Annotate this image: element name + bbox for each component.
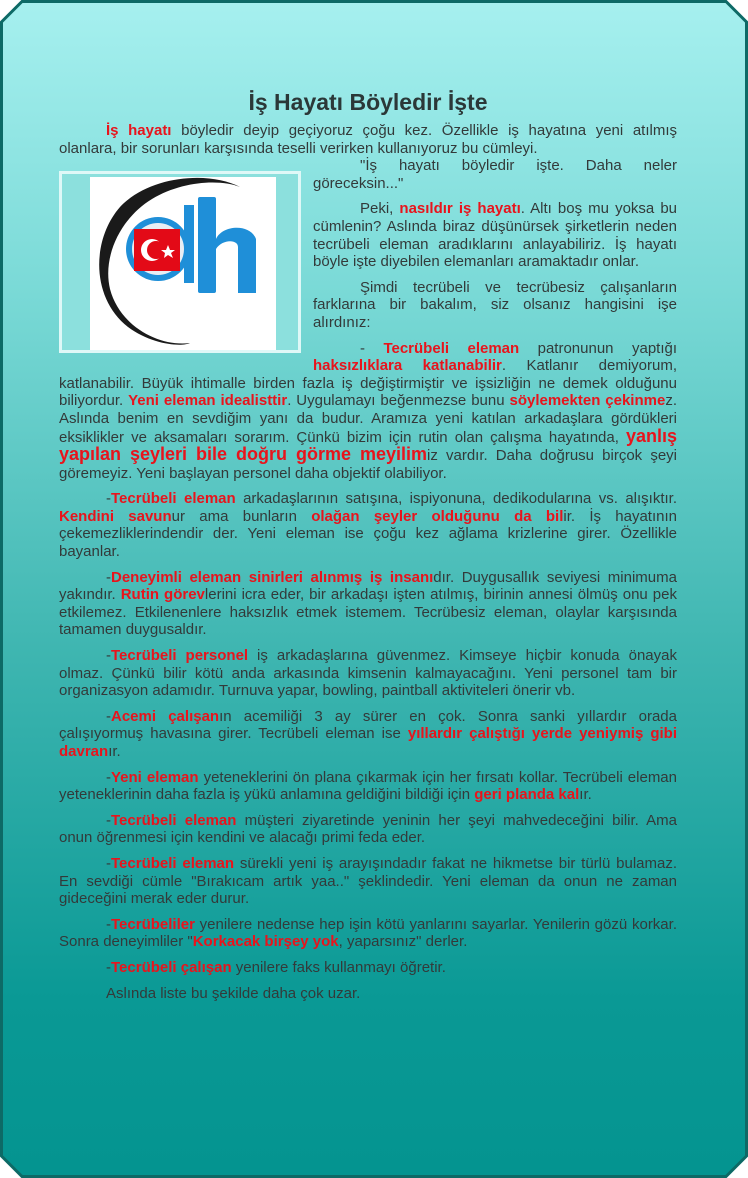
paragraph-text: sürekli yeni iş arayışındadır fakat ne hikmetse bir türlü bulamaz. En sevdiği cümle "Bırakıcam artık yaa.." şeklindedir. Yeni eleman da onun ne zaman gideceğini merak eder durur. [59, 854, 677, 908]
paragraph [59, 916, 677, 951]
paragraph-text: yenilere nedense hep işin kötü yanlarını sayarlar. Yenilerin gözü korkar. Sonra deneyimliler " [59, 915, 677, 951]
paragraph-text: , yaparsınız" derler. [338, 933, 468, 951]
paragraph-text: müşteri ziyaretinde yeninin her şeyi mahvedeceğini bilir. Ama onun öğrenmesi için kendini ve alacağı primi feda eder. [59, 811, 678, 847]
paragraph-text: - [106, 958, 111, 976]
highlighted-text: Tecrübeli eleman [111, 811, 237, 829]
paragraph [59, 490, 677, 560]
logo-image [90, 177, 276, 350]
paragraph-text: "İş hayatı böyledir işte. Daha neler göreceksin..." [313, 157, 677, 192]
paragraph [59, 812, 677, 847]
paragraph-text: - [106, 490, 111, 508]
paragraph-text: - [360, 339, 384, 357]
paragraph [59, 340, 677, 483]
highlighted-text: Kendini savun [59, 507, 172, 525]
paragraph-text: Peki, [360, 200, 400, 218]
paragraph [59, 959, 677, 977]
highlighted-text: söylemekten çekinme [509, 392, 666, 410]
logo-frame [59, 171, 301, 353]
paragraph-text: iş arkadaşlarına güvenmez. Kimseye hiçbir konuda önayak olmaz. Çünkü bilir kötü anda arkasında kimsenin kalmayacağını. Yeni personel tam bir organizasyon adamıdır. Turnuva yapar, bowling, paintball aktiviteleri önerir vb. [59, 647, 677, 700]
paragraph-text: ır. [108, 743, 121, 760]
paragraph-text: - [106, 854, 111, 872]
article-content [59, 88, 677, 1010]
highlighted-text: Tecrübeli eleman [111, 854, 235, 872]
highlighted-text: Korkacak birşey yok [192, 933, 339, 951]
paragraph-text: z. Aslında benim en sevdiğim yanı da budur. Aramıza yeni katılan arkadaşlara gördükleri eksiklikler ve aksamaları sorarım. Çünkü bizim için rutin olan çalışma hayatında, [59, 392, 677, 446]
highlighted-text: olağan şeyler olduğunu da bil [311, 507, 564, 525]
dh-logo-icon [90, 177, 276, 350]
paragraph-text: yenilere faks kullanmayı öğretir. [231, 958, 446, 976]
paragraph-text: - [106, 568, 111, 586]
paragraph-text: ur ama bunların [171, 507, 312, 525]
paragraph-text: ır. [579, 786, 592, 804]
highlighted-text: Yeni eleman idealisttir [128, 392, 288, 410]
highlighted-text: Yeni eleman [111, 768, 199, 786]
paragraph-text: . Altı boş mu yoksa bu cümlenin? Aslında biraz düşünürsek şirketlerin neden tecrübeli eleman aradıklarını anlayabiliriz. İş hayatı böyle işte diyebilen elemanları aramaktadır onlar. [313, 200, 677, 271]
paragraph-text: böyledir deyip geçiyoruz çoğu kez. Özellikle iş hayatına yeni atılmış olanlara, bir sorunları karşısında teselli verirken kullanıyoruz bu cümleyi. [59, 122, 677, 157]
highlighted-text: Rutin görev [120, 586, 205, 604]
paragraph [59, 122, 677, 157]
paragraph-text: patronunun yaptığı [519, 339, 677, 357]
paragraph-text: ir. İş hayatının çekemezliklerindendir der. Yeni eleman ise çoğu kez ağlama krizlerine girer. Özellikle bayanlar. [59, 507, 677, 561]
paragraph-text: lerini icra eder, bir arkadaşı işten atılmış, birinin annesi ölmüş onu pek etkilemez. Etkilenenlere haksızlık etmek istemem. Tecrübesiz eleman, olaylar karşısında tamamen duygusaldır. [59, 586, 677, 639]
highlighted-text: Tecrübeli çalışan [111, 958, 232, 976]
paragraph-text: iz vardır. Daha doğrusu birçok şeyi göremeyiz. Yeni başlayan personel daha objektif olabiliyor. [59, 447, 677, 482]
highlighted-text: Tecrübeli personel [111, 647, 249, 665]
highlighted-text: Acemi çalışan [111, 707, 220, 725]
paragraph-text: yeteneklerini ön plana çıkarmak için her fırsatı kollar. Tecrübeli eleman yeteneklerinin daha fazla iş yükü anlamına geldiğini bildiği için [59, 768, 677, 804]
paragraph-text: - [106, 707, 111, 725]
article-title: İş Hayatı Böyledir İşte [248, 89, 488, 115]
paragraph-text: Aslında liste bu şekilde daha çok uzar. [106, 984, 361, 1002]
highlighted-text: yanlış yapılan şeyleri bile doğru görme meyilim [59, 425, 677, 465]
highlighted-text: Deneyimli eleman sinirleri alınmış iş insanı [111, 568, 434, 586]
paragraph-text: - [106, 915, 111, 933]
paragraph-text: - [106, 768, 111, 786]
paragraph-text: . Katlanır demiyorum, katlanabilir. Büyük ihtimalle birden fazla iş değiştirmiştir ve işsizliğin ne demek olduğunu biliyordur. [59, 357, 677, 410]
paragraph [59, 647, 677, 700]
highlighted-text: nasıldır iş hayatı [399, 200, 521, 218]
paragraph [59, 769, 677, 804]
highlighted-text: Tecrübeli eleman [111, 490, 236, 508]
highlighted-text: Tecrübeliler [111, 915, 195, 933]
highlighted-text: Tecrübeli eleman [383, 339, 520, 357]
paragraph-text: . Uygulamayı beğenmezse bunu [287, 392, 510, 410]
paragraph [59, 855, 677, 908]
highlighted-text: geri planda kal [474, 786, 580, 804]
paragraph [59, 569, 677, 639]
paragraph-text: arkadaşlarının satışına, ispiyonuna, dedikodularına vs. alışıktır. [235, 490, 678, 508]
highlighted-text: yıllardır çalıştığı yerde yeniymiş gibi davran [59, 725, 678, 760]
highlighted-text: haksızlıklara katlanabilir [313, 357, 502, 375]
paragraph-text: Şimdi tecrübeli ve tecrübesiz çalışanların farklarına bir bakalım, siz olsanız hangisini işe alırdınız: [313, 278, 677, 331]
paragraph [59, 122, 677, 157]
paragraph-text: - [106, 647, 111, 665]
paragraph-text: dır. Duygusallık seviyesi minimuma yakındır. [59, 568, 677, 604]
paragraph [59, 985, 677, 1003]
paragraph-text: ın acemiliği 3 ay sürer en çok. Sonra sanki yıllardır orada çalışıyormuş havasına girer. Tecrübeli eleman ise [59, 707, 677, 743]
paragraph-text: - [106, 811, 111, 829]
paragraph [59, 708, 677, 761]
highlighted-text: İş hayatı [106, 122, 172, 139]
